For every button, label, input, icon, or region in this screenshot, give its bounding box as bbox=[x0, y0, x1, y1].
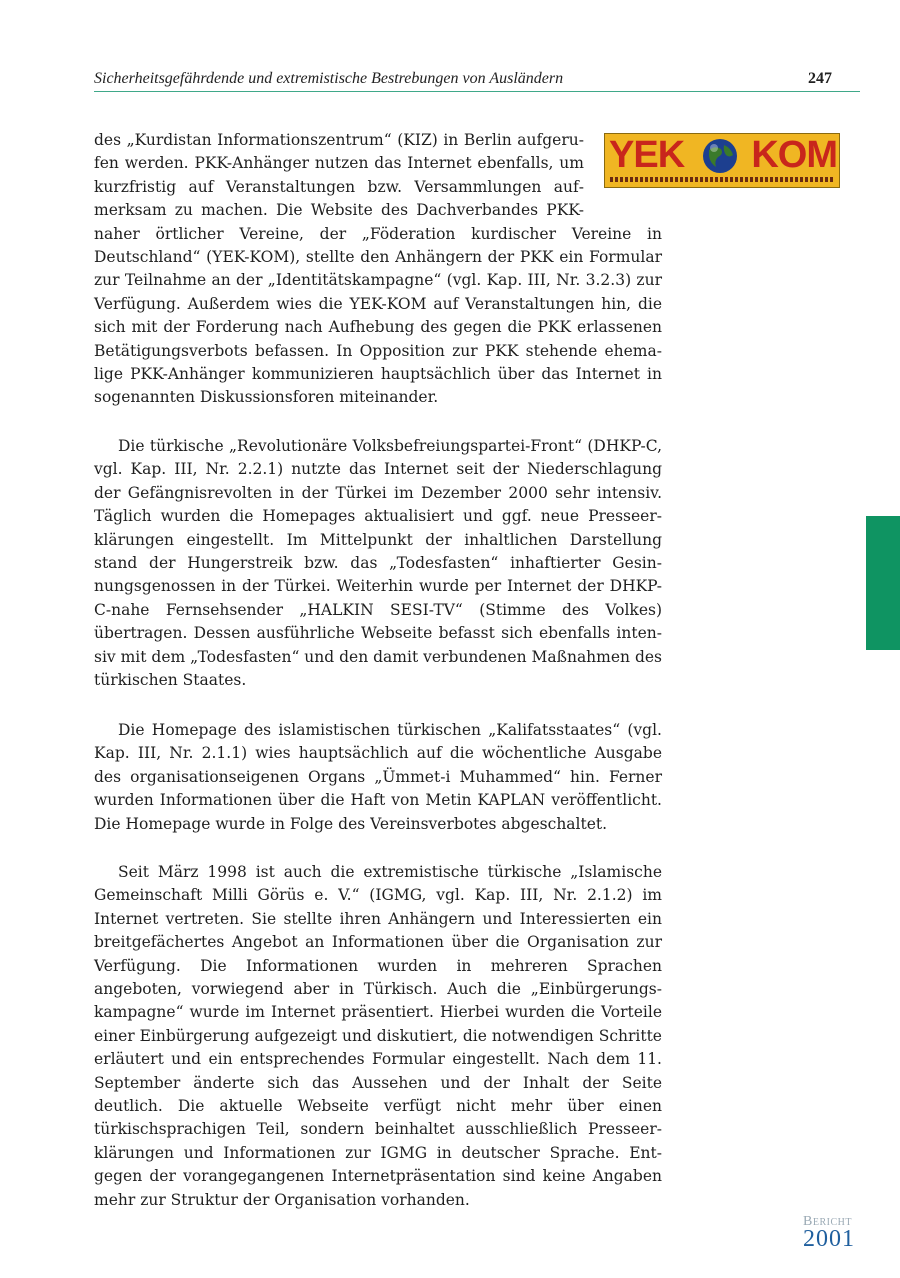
footer-bericht-label: Bericht bbox=[803, 1214, 852, 1229]
paragraph-igmg: Seit März 1998 ist auch die extremistische türkische „Islamische Gemeinschaft Milli Görüs e. V.“ (IGMG, vgl. Kap. III, Nr. 2.1.2) im Internet vertreten. Sie stellte ihren Anhängern und Interessierten ein breitgefächertes Angebot an Informationen über die Organisation zur Verfügung. Die Informationen wurden in mehreren Sprachen angeboten, vorwiegend aber in Türkisch. Auch die „Einbürgerungskampagne“ wurde im Internet präsentiert. Hierbei wurden die Vorteile einer Einbürgerung aufgezeigt und diskutiert, die notwendigen Schritte erläutert und ein entsprechendes Formular eingestellt. Nach dem 11. September änderte sich das Aussehen und der Inhalt der Seite deutlich. Die aktuelle Webseite verfügt nicht mehr über einen türkischsprachigen Teil, sondern beinhaltet ausschließlich Presseerklärungen und Informationen zur IGMG in deutscher Sprache. Entgegen der vorangegangenen Internetpräsentation sind keine Angaben mehr zur Struktur der Organisation vorhanden. bbox=[94, 863, 662, 1209]
logo-text-yek: YEK bbox=[609, 134, 685, 176]
header-divider bbox=[94, 91, 860, 92]
running-header-title: Sicherheitsgefährdende und extremistische Bestrebungen von Ausländern bbox=[94, 70, 564, 87]
chapter-side-tab bbox=[866, 516, 900, 650]
paragraph-dhkpc: Die türkische „Revolutionäre Volksbefreiungspartei-Front“ (DHKP-C, vgl. Kap. III, Nr. 2.2.1) nutzte das Internet seit der Niederschlagung der Gefängnisrevolten in der Türkei im Dezember 2000 sehr intensiv. Täglich wurden die Homepages aktualisiert und ggf. neue Presseerklärungen eingestellt. Im Mittelpunkt der inhaltlichen Darstellung stand der Hungerstreik bzw. das „Todesfasten“ inhaftierter Gesinnungsgenossen in der Türkei. Weiterhin wurde per Internet der DHKP-C-nahe Fernsehsender „HALKIN SESI-TV“ (Stimme des Volkes) übertragen. Dessen ausführliche Webseite befasst sich ebenfalls intensiv mit dem „Todesfasten“ und den damit verbundenen Maßnahmen des türkischen Staates. bbox=[94, 437, 662, 690]
logo-text-kom: KOM bbox=[751, 134, 837, 176]
paragraph-kiz-yekkom: des „Kurdistan Informationszentrum“ (KIZ) in Berlin aufgerufen werden. PKK-Anhänger nutzen das Internet ebenfalls, um kurzfristig auf Veranstaltungen bzw. Versammlungen aufmerksam zu machen. Die Website des Dachverbandes PKK-naher örtlicher Vereine, der „Föderation kurdischer Vereine in Deutschland“ (YEK-KOM), stellte den Anhängern der PKK ein Formular zur Teilnahme an der „Identitätskampagne“ (vgl. Kap. III, Nr. 3.2.3) zur Verfügung. Außerdem wies die YEK-KOM auf Veranstaltungen hin, die sich mit der Forderung nach Aufhebung des gegen die PKK erlassenen Betätigungsverbots befassen. In Opposition zur PKK stehende ehemalige PKK-Anhänger kommunizieren hauptsächlich über das Internet in sogenannten Diskussionsforen miteinander. bbox=[94, 131, 662, 407]
footer-year: 2001 bbox=[803, 1226, 855, 1252]
globe-icon bbox=[700, 136, 740, 176]
page-number: 247 bbox=[808, 70, 832, 87]
paragraph-kalifatsstaat: Die Homepage des islamistischen türkischen „Kalifatsstaates“ (vgl. Kap. III, Nr. 2.1.1) wies hauptsächlich auf die wöchentliche Ausgabe des organisationseigenen Organs „Ümmet-i Muhammed“ hin. Ferner wurden Informationen über die Haft von Metin KAPLAN veröffentlicht. Die Homepage wurde in Folge des Vereinsverbotes abgeschaltet. bbox=[94, 721, 662, 833]
